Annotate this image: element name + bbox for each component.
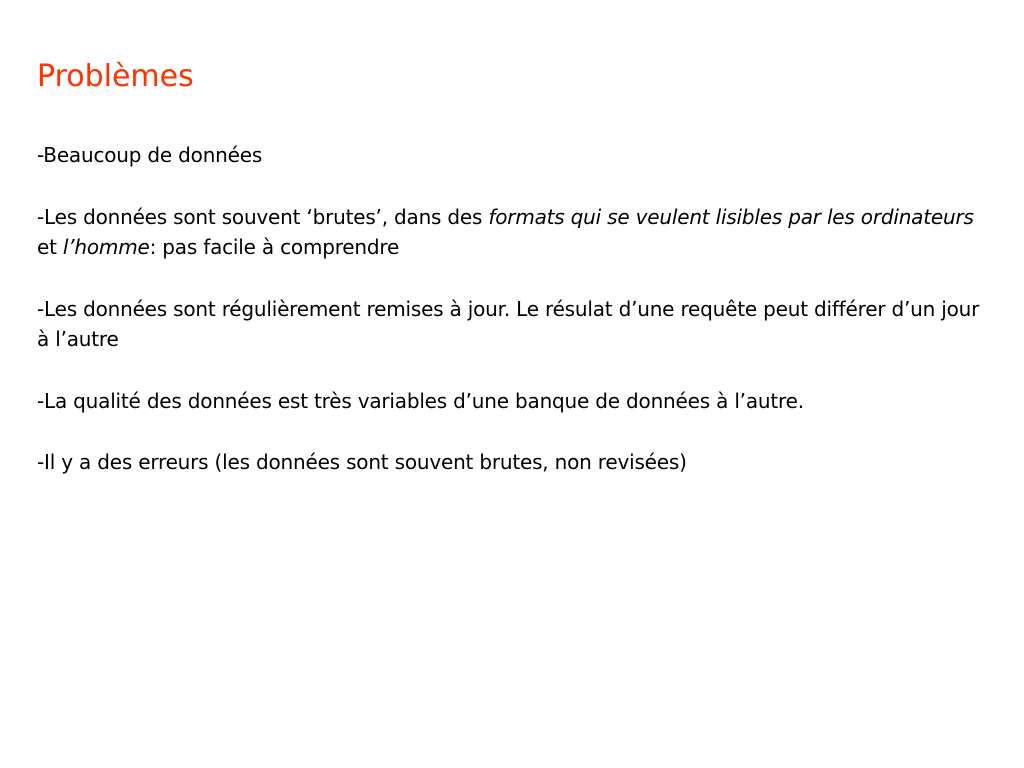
bullet-qualite-variable: -La qualité des données est très variables d’une banque de données à l’autre. bbox=[37, 388, 804, 413]
bullet-mises-a-jour: -Les données sont régulièrement remises à jour. Le résulat d’une requête peut différer d’un jour à l’autre bbox=[37, 296, 980, 351]
bullet-text: -Les données sont souvent ‘brutes’, dans des bbox=[37, 204, 489, 229]
bullet-erreurs: -Il y a des erreurs (les données sont souvent brutes, non revisées) bbox=[37, 450, 687, 474]
bullet-text: et bbox=[37, 235, 63, 259]
bullet-donnees-brutes bbox=[37, 202, 997, 263]
bullet-italic-text: l’homme bbox=[62, 235, 150, 259]
bullet-text: : pas facile à comprendre bbox=[149, 235, 400, 259]
slide-body bbox=[37, 140, 997, 509]
bullet-italic-text: formats qui se veulent lisibles par les ordinateurs bbox=[488, 204, 974, 229]
slide-title: Problèmes bbox=[37, 59, 194, 94]
bullet-beaucoup-de-donnees: -Beaucoup de données bbox=[37, 143, 263, 167]
